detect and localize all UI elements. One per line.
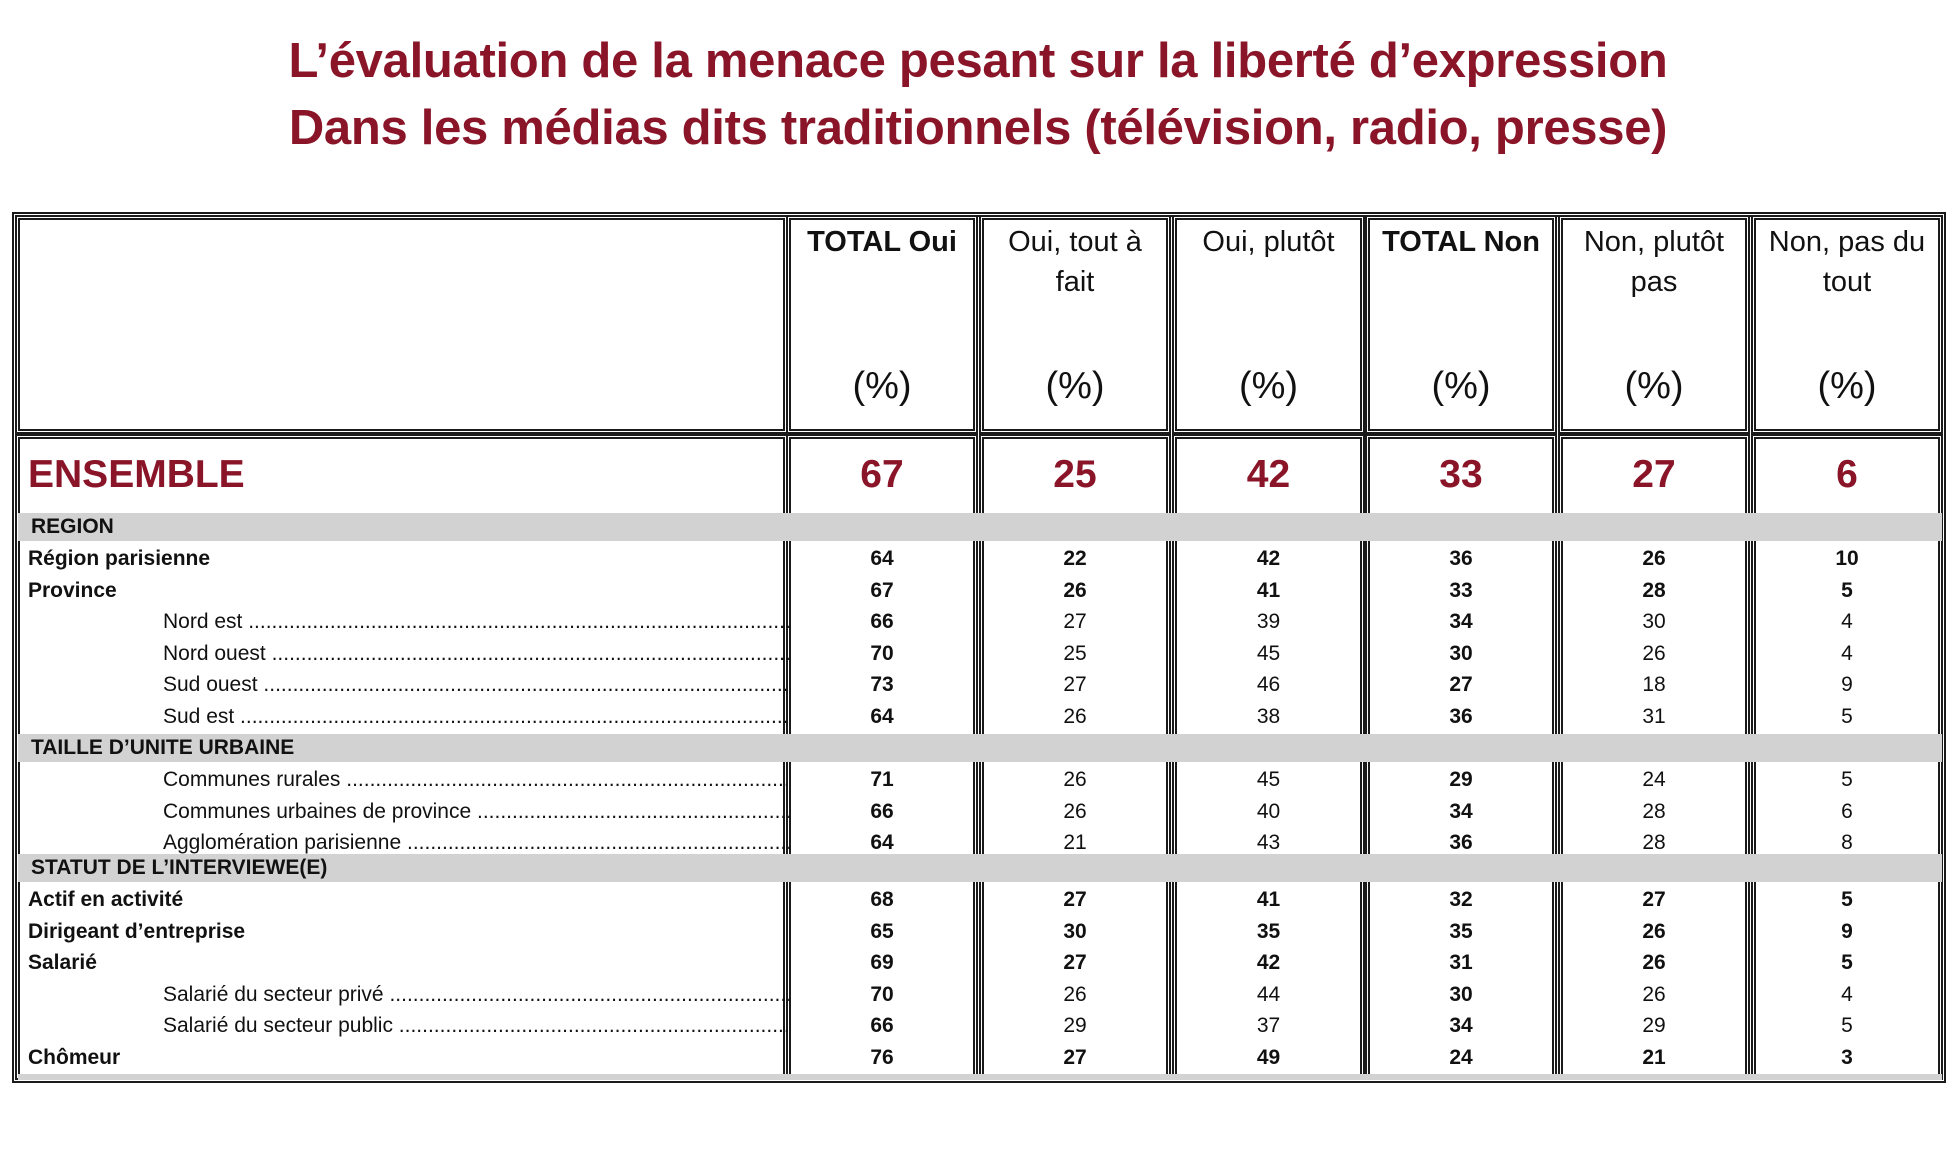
row-value: 4 — [1841, 982, 1853, 1006]
table-row — [20, 702, 1942, 732]
row-value: 24 — [1449, 1046, 1473, 1069]
row-value: 26 — [1063, 982, 1087, 1006]
row-label: Nord ouest ..... — [163, 639, 791, 669]
row-label: Chômeur — [28, 1046, 121, 1069]
column-header: Oui, tout à fait — [1008, 226, 1142, 298]
row-value: 27 — [1063, 888, 1087, 911]
table-row — [20, 576, 1942, 606]
row-value: 31 — [1642, 705, 1666, 728]
row-value: 5 — [1841, 705, 1853, 728]
row-label: Communes urbaines de province ..... — [163, 797, 791, 827]
row-value: 68 — [870, 888, 894, 911]
row-value: 66 — [870, 799, 894, 823]
row-value: 27 — [1449, 673, 1473, 697]
row-value: 29 — [1449, 768, 1473, 791]
row-value: 31 — [1449, 951, 1473, 975]
row-value: 45 — [1256, 641, 1281, 665]
row-value: 42 — [1256, 951, 1281, 975]
row-value: 29 — [1063, 1014, 1087, 1038]
table-row — [20, 948, 1942, 978]
ensemble-value: 67 — [860, 453, 904, 496]
row-value: 26 — [1063, 768, 1087, 791]
row-label: Province — [28, 578, 117, 602]
row-value: 30 — [1642, 610, 1666, 634]
row-value: 4 — [1841, 641, 1853, 665]
row-value: 37 — [1256, 1014, 1281, 1038]
row-label: Salarié du secteur privé ..... — [163, 980, 791, 1010]
row-value: 3 — [1841, 1046, 1853, 1069]
row-value: 41 — [1256, 578, 1281, 602]
table-row — [20, 1043, 1942, 1073]
ensemble-value: 25 — [1053, 453, 1097, 496]
row-value: 29 — [1642, 1014, 1666, 1038]
row-value: 26 — [1063, 799, 1087, 823]
table-row — [20, 797, 1942, 827]
row-value: 49 — [1256, 1046, 1281, 1069]
row-value: 26 — [1642, 951, 1666, 975]
row-label: Actif en activité — [28, 888, 184, 911]
row-value: 64 — [870, 547, 894, 570]
column-header: TOTAL Non — [1382, 226, 1540, 258]
column-header: TOTAL Oui — [807, 226, 957, 258]
table-row — [20, 607, 1942, 637]
row-value: 5 — [1841, 578, 1853, 602]
column-header: Non, pas du tout — [1768, 226, 1926, 298]
row-value: 71 — [870, 768, 894, 791]
title-line-1: L’évaluation de la menace pesant sur la liberté d’expression — [288, 34, 1668, 88]
row-value: 24 — [1642, 768, 1666, 791]
row-value: 34 — [1449, 1014, 1473, 1038]
ensemble-label: ENSEMBLE — [28, 453, 245, 496]
row-value: 28 — [1642, 578, 1666, 602]
row-value: 26 — [1642, 641, 1666, 665]
row-value: 36 — [1449, 705, 1473, 728]
column-unit: (%) — [1817, 365, 1877, 407]
row-value: 9 — [1841, 919, 1853, 943]
column-unit: (%) — [1431, 365, 1491, 407]
row-value: 8 — [1841, 831, 1853, 855]
table-row — [20, 639, 1942, 669]
row-value: 70 — [870, 641, 894, 665]
row-value: 26 — [1063, 705, 1087, 728]
row-value: 36 — [1449, 831, 1473, 855]
row-value: 18 — [1642, 673, 1666, 697]
row-value: 4 — [1841, 610, 1853, 634]
ensemble-value: 6 — [1836, 453, 1858, 496]
row-value: 40 — [1256, 799, 1281, 823]
row-value: 27 — [1642, 888, 1666, 911]
row-value: 10 — [1835, 547, 1859, 570]
table-row — [20, 765, 1942, 795]
row-label: Dirigeant d’entreprise — [28, 919, 246, 943]
row-label: Communes rurales ..... — [163, 765, 791, 795]
row-value: 6 — [1841, 799, 1853, 823]
row-value: 33 — [1449, 578, 1473, 602]
row-value: 65 — [870, 919, 894, 943]
table-row — [20, 544, 1942, 574]
row-value: 32 — [1449, 888, 1473, 911]
section-band: STATUT DE L’INTERVIEWE(E) — [18, 854, 1942, 882]
table-row — [20, 1011, 1942, 1041]
column-unit: (%) — [852, 365, 912, 407]
row-value: 76 — [870, 1046, 894, 1069]
row-value: 26 — [1642, 919, 1666, 943]
row-value: 73 — [870, 673, 894, 697]
section-band-partial — [18, 1074, 1942, 1080]
row-value: 27 — [1063, 610, 1087, 634]
row-value: 43 — [1256, 831, 1281, 855]
row-value: 39 — [1256, 610, 1281, 634]
row-value: 38 — [1256, 705, 1281, 728]
row-value: 34 — [1449, 610, 1473, 634]
row-value: 46 — [1256, 673, 1281, 697]
table-row — [20, 917, 1942, 947]
row-value: 5 — [1841, 1014, 1853, 1038]
header-cell-blank — [15, 215, 788, 434]
row-value: 66 — [870, 610, 894, 634]
row-value: 21 — [1642, 1046, 1666, 1069]
row-value: 22 — [1063, 547, 1087, 570]
row-value: 5 — [1841, 888, 1853, 911]
row-label: Agglomération parisienne ..... — [163, 828, 791, 858]
table-row — [20, 885, 1942, 915]
row-label: Sud ouest ..... — [163, 670, 791, 700]
row-value: 30 — [1063, 919, 1087, 943]
table-row — [20, 670, 1942, 700]
row-value: 70 — [870, 982, 894, 1006]
table-row — [20, 980, 1942, 1010]
row-value: 34 — [1449, 799, 1473, 823]
column-unit: (%) — [1045, 365, 1105, 407]
row-value: 30 — [1449, 641, 1473, 665]
row-label: Région parisienne — [28, 547, 211, 570]
row-value: 21 — [1063, 831, 1087, 855]
row-value: 67 — [870, 578, 894, 602]
ensemble-value: 33 — [1439, 453, 1483, 496]
row-value: 27 — [1063, 673, 1087, 697]
row-value: 28 — [1642, 831, 1666, 855]
row-label: Sud est ..... — [163, 702, 791, 732]
row-value: 44 — [1256, 982, 1281, 1006]
row-value: 35 — [1256, 919, 1281, 943]
column-unit: (%) — [1238, 365, 1299, 407]
row-value: 45 — [1256, 768, 1281, 791]
row-value: 36 — [1449, 547, 1473, 570]
section-band: TAILLE D’UNITE URBAINE — [18, 734, 1942, 762]
title-line-2: Dans les médias dits traditionnels (télévision, radio, presse) — [288, 101, 1668, 155]
row-label: Salarié — [28, 951, 97, 975]
column-unit: (%) — [1624, 365, 1684, 407]
row-value: 35 — [1449, 919, 1473, 943]
row-value: 26 — [1063, 578, 1087, 602]
column-header: Oui, plutôt — [1202, 226, 1335, 258]
row-value: 64 — [870, 831, 894, 855]
row-label: Nord est ..... — [163, 607, 791, 637]
row-value: 25 — [1063, 641, 1087, 665]
row-value: 26 — [1642, 547, 1666, 570]
row-value: 28 — [1642, 799, 1666, 823]
ensemble-value: 27 — [1632, 453, 1676, 496]
row-value: 5 — [1841, 768, 1853, 791]
row-value: 69 — [870, 951, 894, 975]
row-value: 41 — [1256, 888, 1281, 911]
column-header: Non, plutôt pas — [1583, 226, 1725, 298]
row-value: 9 — [1841, 673, 1853, 697]
ensemble-value: 42 — [1246, 453, 1291, 496]
row-value: 42 — [1256, 547, 1281, 570]
row-value: 5 — [1841, 951, 1853, 975]
row-label: Salarié du secteur public ..... — [163, 1011, 791, 1041]
row-value: 30 — [1449, 982, 1473, 1006]
section-band: REGION — [18, 513, 1942, 541]
row-value: 26 — [1642, 982, 1666, 1006]
row-value: 66 — [870, 1014, 894, 1038]
row-value: 27 — [1063, 951, 1087, 975]
row-value: 27 — [1063, 1046, 1087, 1069]
row-value: 64 — [870, 705, 894, 728]
